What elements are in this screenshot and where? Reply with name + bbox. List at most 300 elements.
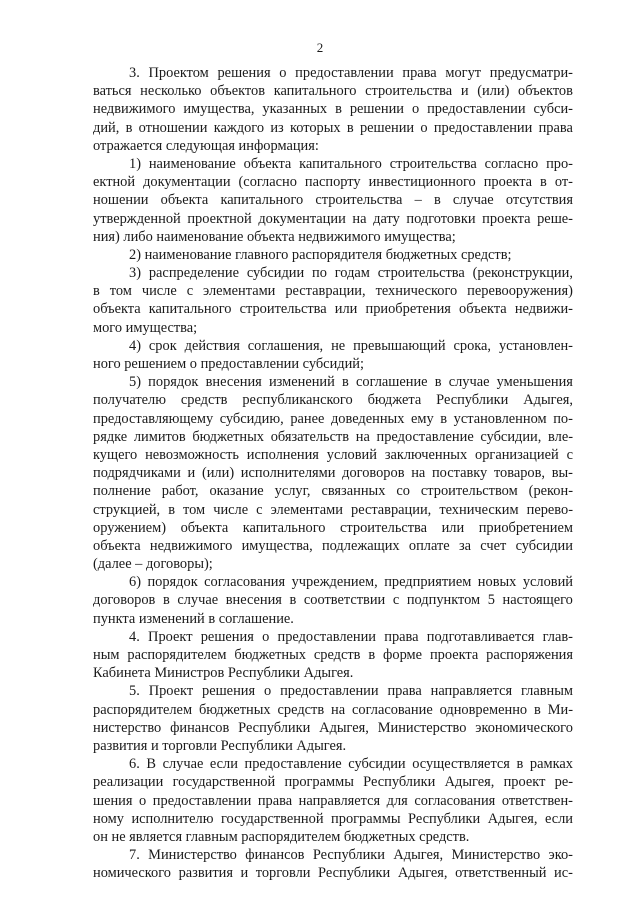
text-line	[93, 701, 573, 719]
text-line	[93, 537, 573, 555]
word: одновременно	[439, 701, 528, 718]
text-line	[93, 210, 573, 228]
text-line	[93, 373, 573, 391]
text-line	[93, 228, 573, 246]
word: шения	[93, 792, 133, 809]
word: не	[331, 337, 346, 354]
word: лимитов	[133, 428, 186, 445]
word: организацией	[475, 446, 559, 463]
word: отсутствия	[505, 192, 573, 209]
word: распорядителем	[93, 701, 193, 718]
word: имущества,	[183, 101, 255, 118]
text-line	[93, 501, 573, 519]
word: получателю	[93, 392, 166, 409]
word: ис-	[554, 865, 573, 882]
word: 6)	[129, 574, 141, 591]
word: объекта	[160, 192, 209, 209]
text-line-content: он не является главным распорядителем бюджетных средств.	[93, 828, 470, 845]
word: распорядителем	[127, 647, 227, 663]
word: решении	[349, 101, 404, 118]
word: 5.	[129, 683, 140, 700]
word: решения	[200, 628, 254, 645]
word: заключенных	[384, 446, 468, 463]
word: ектной	[93, 174, 136, 191]
text-line-content: Кабинета Министров Республики Адыгея.	[93, 665, 354, 682]
word: бюджетных	[192, 428, 264, 445]
word: отношении	[138, 119, 208, 136]
word: 3)	[129, 265, 141, 282]
text-line	[93, 428, 573, 446]
word: перевооружения)	[467, 283, 573, 300]
word: в	[346, 119, 354, 136]
word: в	[93, 283, 100, 300]
word: Адыгея,	[319, 719, 369, 736]
text-line	[93, 82, 573, 100]
word: с	[392, 592, 400, 609]
word: согласования	[204, 574, 286, 591]
word: рядке	[93, 428, 128, 445]
text-line	[93, 737, 573, 755]
word: в	[534, 701, 541, 718]
text-line	[93, 864, 573, 882]
word: уменьшения	[496, 374, 573, 391]
word: и	[460, 83, 469, 100]
word: годам	[334, 265, 370, 282]
word: –	[414, 192, 422, 209]
word: со	[396, 483, 410, 500]
word: бюджетных	[198, 701, 271, 718]
word: согласование	[352, 701, 433, 718]
word: бюджетных	[234, 647, 306, 663]
text-line	[93, 555, 573, 573]
text-line	[93, 664, 573, 682]
word: предоставление	[376, 428, 474, 445]
word: капитального	[299, 155, 382, 172]
word: капитального	[273, 83, 357, 100]
word: о	[139, 792, 147, 809]
word: подготавливается	[426, 628, 535, 645]
page-number: 2	[316, 40, 324, 55]
word: на	[355, 428, 370, 445]
word: нистерство	[93, 719, 162, 736]
document-body	[93, 64, 573, 882]
word: средств	[277, 701, 325, 718]
word: 4.	[129, 628, 140, 645]
word: ному	[93, 810, 124, 827]
word: приобретения	[365, 301, 451, 318]
word: дий,	[93, 119, 120, 136]
word: каждого	[213, 119, 265, 136]
text-line	[93, 755, 573, 773]
text-line	[93, 446, 573, 464]
text-line-content: ния) либо наименование объекта недвижимого имущества;	[93, 228, 456, 245]
word: кущего	[93, 446, 138, 463]
word: объекта	[93, 537, 141, 554]
word: соответствии	[303, 592, 386, 609]
word: республиканского	[242, 392, 353, 409]
word: на	[411, 465, 426, 482]
word: Проект	[148, 683, 194, 700]
word: технического	[375, 283, 458, 300]
word: проект	[503, 774, 546, 791]
word: 6.	[129, 756, 140, 773]
text-line	[93, 337, 573, 355]
word: о	[279, 65, 287, 81]
text-line	[93, 610, 573, 628]
word: Проектом	[148, 65, 209, 81]
word: техническим	[439, 501, 519, 518]
word: от-	[554, 174, 573, 191]
word: ре-	[554, 774, 573, 791]
word: ответственный	[455, 865, 547, 882]
word: полнение	[93, 483, 151, 500]
word: случае	[452, 192, 494, 209]
word: ваться	[93, 83, 132, 100]
text-line-content: отражается следующая информация:	[93, 137, 319, 154]
word: документации	[258, 210, 346, 227]
text-line	[93, 246, 573, 264]
word: форме	[383, 647, 423, 663]
word: проекта	[429, 647, 479, 663]
word: ему	[410, 410, 434, 427]
word: 5)	[129, 374, 141, 391]
word: ответствен-	[501, 792, 573, 809]
word: новых	[477, 574, 517, 591]
word: программы	[331, 810, 401, 827]
word: соглашение	[355, 374, 428, 391]
word: о	[263, 683, 272, 700]
word: права	[402, 65, 437, 81]
word: строительства	[340, 519, 428, 536]
word: проекта	[483, 174, 533, 191]
text-line	[93, 137, 573, 155]
word: проектной	[187, 210, 252, 227]
word: строительства	[389, 155, 477, 172]
word: случае	[448, 374, 490, 391]
text-line	[93, 628, 573, 646]
word: 1)	[129, 155, 141, 172]
word: эко-	[548, 847, 573, 864]
word: в	[125, 119, 133, 136]
word: порядок	[147, 574, 198, 591]
word: срока,	[453, 337, 492, 354]
word: из	[270, 119, 284, 136]
word: проекта	[482, 210, 531, 227]
word: предоставление	[244, 756, 342, 773]
word: в	[516, 756, 524, 773]
word: имущества,	[241, 537, 313, 554]
text-line	[93, 846, 573, 864]
word: финансов	[170, 719, 230, 736]
text-line	[93, 355, 573, 373]
word: строительства	[315, 192, 403, 209]
word: предоставляющему	[93, 410, 214, 427]
word: направляется	[298, 792, 381, 809]
word: предоставлении	[152, 792, 252, 809]
word: числе	[141, 283, 177, 300]
word: (или)	[477, 83, 510, 100]
word: про-	[546, 155, 573, 172]
word: осуществляется	[412, 756, 510, 773]
word: Адыгея,	[523, 392, 573, 409]
word: невозможность	[145, 446, 239, 463]
word: условий	[326, 446, 377, 463]
word: товаров,	[493, 465, 546, 482]
word: субсидии,	[480, 428, 542, 445]
text-line	[93, 410, 573, 428]
text-line	[93, 773, 573, 791]
word: Адыгея,	[444, 774, 495, 791]
word: утвержденной	[93, 210, 181, 227]
word: Республики	[436, 392, 509, 409]
word: оказание	[209, 483, 264, 500]
text-line	[93, 646, 573, 664]
word: приобретением	[478, 519, 573, 536]
word: распределение	[148, 265, 239, 282]
word: права	[387, 683, 422, 700]
word: подрядчиками	[93, 465, 181, 482]
word: и	[187, 465, 196, 482]
word: строительства	[239, 301, 327, 318]
word: Проект	[148, 628, 193, 645]
word: государственной	[220, 810, 324, 827]
word: элементами	[203, 283, 276, 300]
word: случае	[177, 592, 219, 609]
word: соглашения,	[247, 337, 324, 354]
word: оружением)	[93, 519, 167, 536]
text-line	[93, 519, 573, 537]
word: капитального	[242, 519, 326, 536]
word: или	[441, 519, 465, 536]
word: решении	[359, 119, 415, 136]
word: на	[331, 701, 346, 718]
word: средств	[313, 647, 361, 663]
word: предоставлении	[295, 65, 394, 81]
word: Республики	[312, 847, 386, 864]
text-line	[93, 155, 573, 173]
word: числе	[213, 501, 249, 518]
text-line	[93, 464, 573, 482]
word: внесения	[225, 592, 282, 609]
word: внесения	[205, 374, 262, 391]
word: права	[538, 119, 573, 136]
word: 4)	[129, 337, 141, 354]
word: или	[334, 301, 358, 318]
word: государственной	[172, 774, 276, 791]
text-line	[93, 319, 573, 337]
word: субсидии	[515, 537, 573, 554]
word: распоряжения	[486, 647, 573, 663]
word: реставрации,	[351, 501, 432, 518]
word: Адыгея,	[487, 810, 538, 827]
word: дату	[373, 210, 400, 227]
word: предоставлении	[280, 683, 379, 700]
word: Республики	[408, 810, 481, 827]
word: согласно	[484, 155, 539, 172]
text-line	[93, 282, 573, 300]
text-line-content: развития и торговли Республики Адыгея.	[93, 737, 347, 754]
word: (или)	[201, 465, 235, 482]
word: вы-	[551, 465, 573, 482]
text-line	[93, 264, 573, 282]
text-line	[93, 191, 573, 209]
word: реше-	[537, 210, 573, 227]
word: по	[312, 265, 327, 282]
word: предусматри-	[489, 65, 573, 81]
word: элементами	[270, 501, 343, 518]
word: (рекон-	[528, 483, 573, 500]
word: учреждением,	[291, 574, 378, 591]
word: о	[420, 119, 428, 136]
text-line	[93, 591, 573, 609]
word: развития	[178, 865, 233, 882]
text-line	[93, 792, 573, 810]
word: условий	[522, 574, 573, 591]
word: права	[257, 792, 293, 809]
word: могут	[445, 65, 482, 81]
word: средств	[180, 392, 228, 409]
word: инвестиционного	[368, 174, 476, 191]
word: предоставлении	[427, 101, 526, 118]
word: объекта	[243, 155, 292, 172]
word: субси-	[533, 101, 573, 118]
word: ношении	[93, 192, 149, 209]
text-line	[93, 300, 573, 318]
word: недвижимого	[93, 101, 176, 118]
word: объектов	[518, 83, 573, 100]
word: права	[384, 628, 419, 645]
word: в	[434, 374, 442, 391]
text-line-content: (далее – договоры);	[93, 556, 213, 573]
word: реализации	[93, 774, 164, 791]
word: вле-	[548, 428, 573, 445]
word: подготовки	[406, 210, 476, 227]
word: наименование	[148, 155, 236, 172]
word: капитального	[148, 301, 232, 318]
word: паспорту	[304, 174, 361, 191]
word: Республики	[238, 719, 311, 736]
word: финансов	[245, 847, 305, 864]
word: исполнителю	[131, 810, 214, 827]
word: изменений	[268, 374, 335, 391]
word: в	[368, 647, 376, 663]
word: предоставлении	[277, 628, 377, 645]
word: исполнителями	[240, 465, 336, 482]
text-line	[93, 482, 573, 500]
text-line	[93, 119, 573, 137]
word: номического	[93, 865, 171, 882]
word: срок	[148, 337, 177, 354]
word: договоров	[93, 592, 156, 609]
word: Ми-	[547, 701, 573, 718]
word: в	[342, 374, 349, 391]
text-line	[93, 64, 573, 82]
word: том	[109, 283, 132, 300]
word: связанных	[321, 483, 386, 500]
word: исполнения	[246, 446, 319, 463]
word: строительства	[377, 265, 465, 282]
word: Республики	[363, 774, 436, 791]
word: установленном	[453, 410, 547, 427]
word: субсидию,	[219, 410, 284, 427]
word: Республики	[318, 865, 391, 882]
word: по-	[553, 410, 573, 427]
word: рамках	[529, 756, 573, 773]
text-line	[93, 810, 573, 828]
word: Министерство	[451, 847, 541, 864]
word: 7.	[129, 847, 140, 864]
word: обязательств	[270, 428, 350, 445]
word: оплате	[408, 537, 450, 554]
word: о	[262, 628, 270, 645]
word: порядок	[148, 374, 199, 391]
word: ранее	[290, 410, 325, 427]
word: превышающий	[353, 337, 446, 354]
word: капитального	[220, 192, 304, 209]
word: решения	[202, 683, 256, 700]
word: для	[386, 792, 408, 809]
word: Министерство	[377, 719, 467, 736]
text-line-content: пункта изменений в соглашение.	[93, 610, 294, 627]
text-line	[93, 573, 573, 591]
word: направляется	[430, 683, 513, 700]
word: услуг,	[274, 483, 311, 500]
word: главным	[520, 683, 573, 700]
word: в	[540, 174, 547, 191]
word: предоставлении	[433, 119, 533, 136]
word: ным	[93, 647, 120, 663]
word: в	[440, 410, 448, 427]
word: с	[186, 283, 194, 300]
text-line	[93, 828, 573, 846]
word: действия	[184, 337, 240, 354]
word: согласования	[414, 792, 496, 809]
word: работ,	[161, 483, 199, 500]
word: доведенных	[330, 410, 405, 427]
word: 3.	[129, 65, 140, 81]
word: которых	[289, 119, 341, 136]
word: о	[411, 101, 420, 118]
word: в	[168, 501, 175, 518]
word: программы	[284, 774, 354, 791]
word: торговли	[255, 865, 311, 882]
word: поставку	[431, 465, 488, 482]
word: субсидии	[348, 756, 406, 773]
text-line	[93, 391, 573, 409]
word: строительством	[420, 483, 518, 500]
word: несколько	[140, 83, 202, 100]
word: за	[458, 537, 472, 554]
word: с	[256, 501, 263, 518]
word: том	[183, 501, 206, 518]
word: документации	[143, 174, 231, 191]
word: Адыгея,	[393, 847, 444, 864]
word: В	[146, 756, 156, 773]
word: объекта	[93, 301, 141, 318]
word: экономического	[475, 719, 573, 736]
word: струкцией,	[93, 501, 161, 518]
word: настоящего	[502, 592, 573, 609]
word: случае	[162, 756, 204, 773]
word: в	[433, 192, 441, 209]
word: (согласно	[238, 174, 297, 191]
word: указанных	[262, 101, 328, 118]
text-line-content: 2) наименование главного распорядителя бюджетных средств;	[129, 246, 512, 263]
word: недвижи-	[514, 301, 573, 318]
word: решения	[217, 65, 271, 81]
word: в	[289, 592, 297, 609]
word: бюджета	[367, 392, 422, 409]
